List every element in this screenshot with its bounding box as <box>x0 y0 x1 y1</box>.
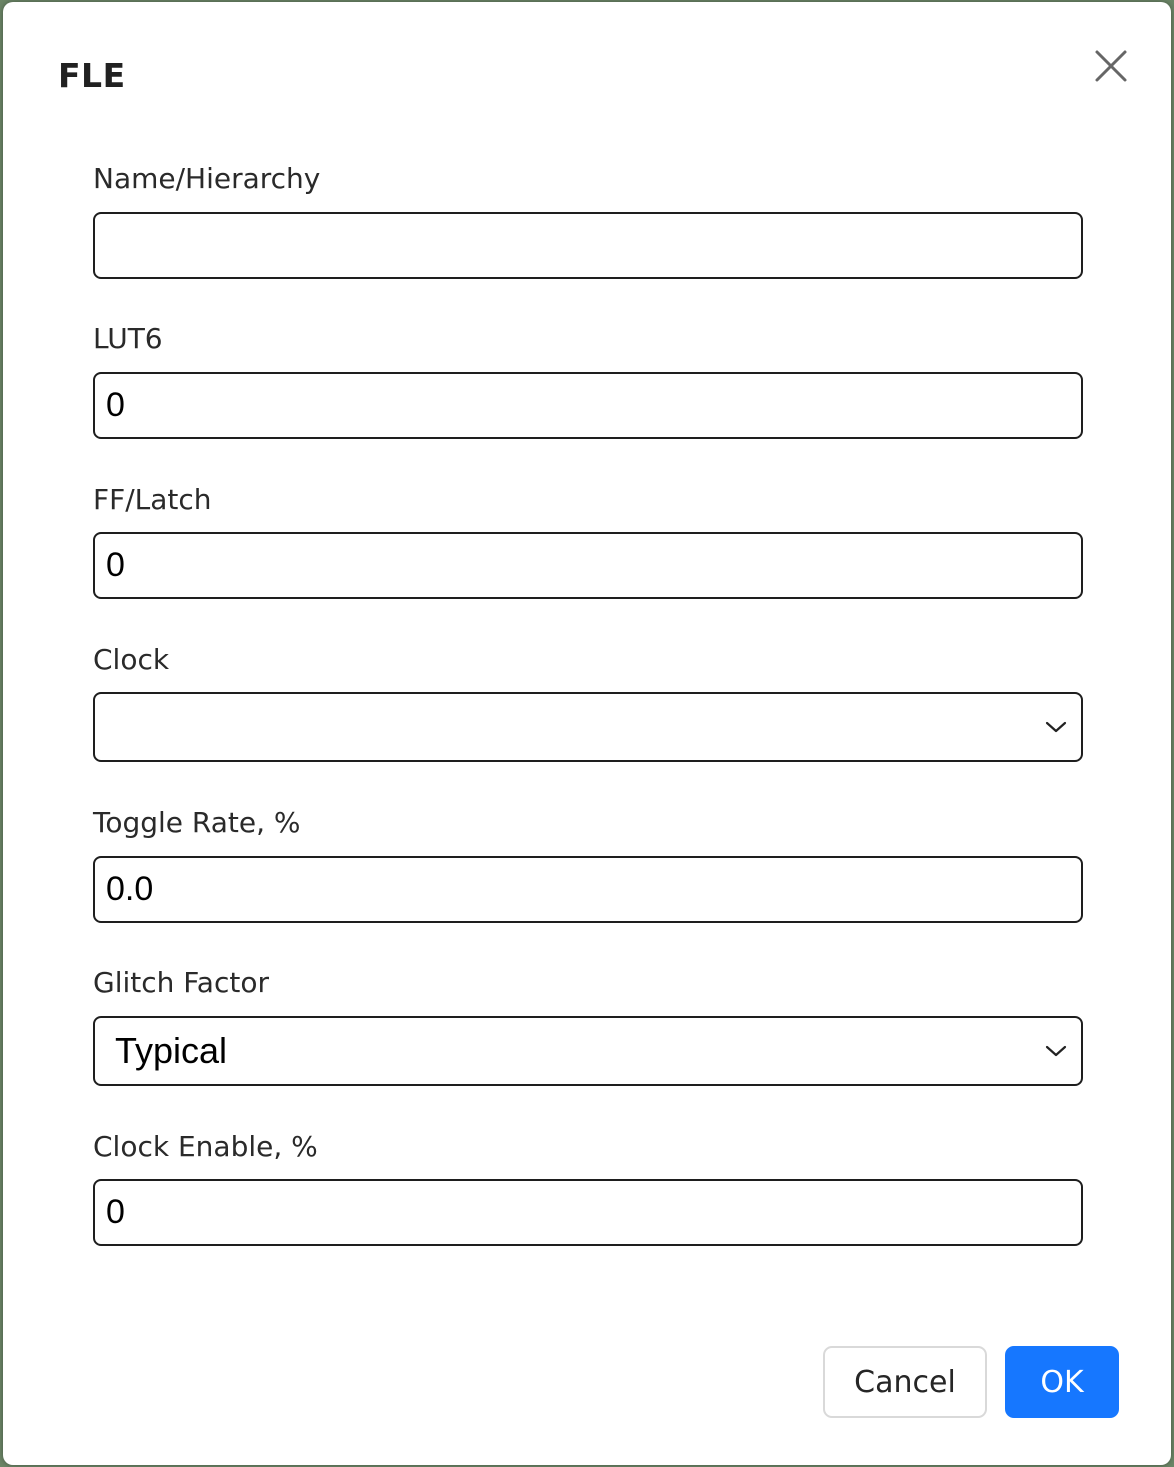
toggle-rate-label: Toggle Rate, % <box>93 806 301 839</box>
toggle-rate-field[interactable] <box>93 856 1083 923</box>
clock-enable-field[interactable] <box>93 1179 1083 1246</box>
lut6-label: LUT6 <box>93 322 163 355</box>
name-hierarchy-input[interactable] <box>95 214 1081 277</box>
name-hierarchy-field[interactable] <box>93 212 1083 279</box>
ff-latch-input[interactable] <box>95 534 1081 597</box>
glitch-factor-label: Glitch Factor <box>93 966 269 999</box>
glitch-factor-select[interactable] <box>93 1016 1083 1086</box>
chevron-down-icon <box>1045 1044 1067 1058</box>
clock-enable-input[interactable] <box>95 1181 1081 1244</box>
lut6-input[interactable] <box>95 374 1081 437</box>
cancel-button[interactable]: Cancel <box>823 1346 987 1418</box>
ok-button[interactable]: OK <box>1005 1346 1119 1418</box>
chevron-down-icon <box>1045 720 1067 734</box>
clock-label: Clock <box>93 643 170 676</box>
close-icon <box>1091 46 1131 86</box>
name-hierarchy-label: Name/Hierarchy <box>93 162 321 195</box>
ff-latch-label: FF/Latch <box>93 483 212 516</box>
clock-select[interactable] <box>93 692 1083 762</box>
dialog-title: FLE <box>58 56 126 95</box>
fle-dialog <box>3 2 1171 1465</box>
ff-latch-field[interactable] <box>93 532 1083 599</box>
lut6-field[interactable] <box>93 372 1083 439</box>
toggle-rate-input[interactable] <box>95 858 1081 921</box>
clock-enable-label: Clock Enable, % <box>93 1130 318 1163</box>
close-button[interactable] <box>1091 46 1131 86</box>
glitch-factor-selected-value: Typical <box>115 1030 228 1071</box>
